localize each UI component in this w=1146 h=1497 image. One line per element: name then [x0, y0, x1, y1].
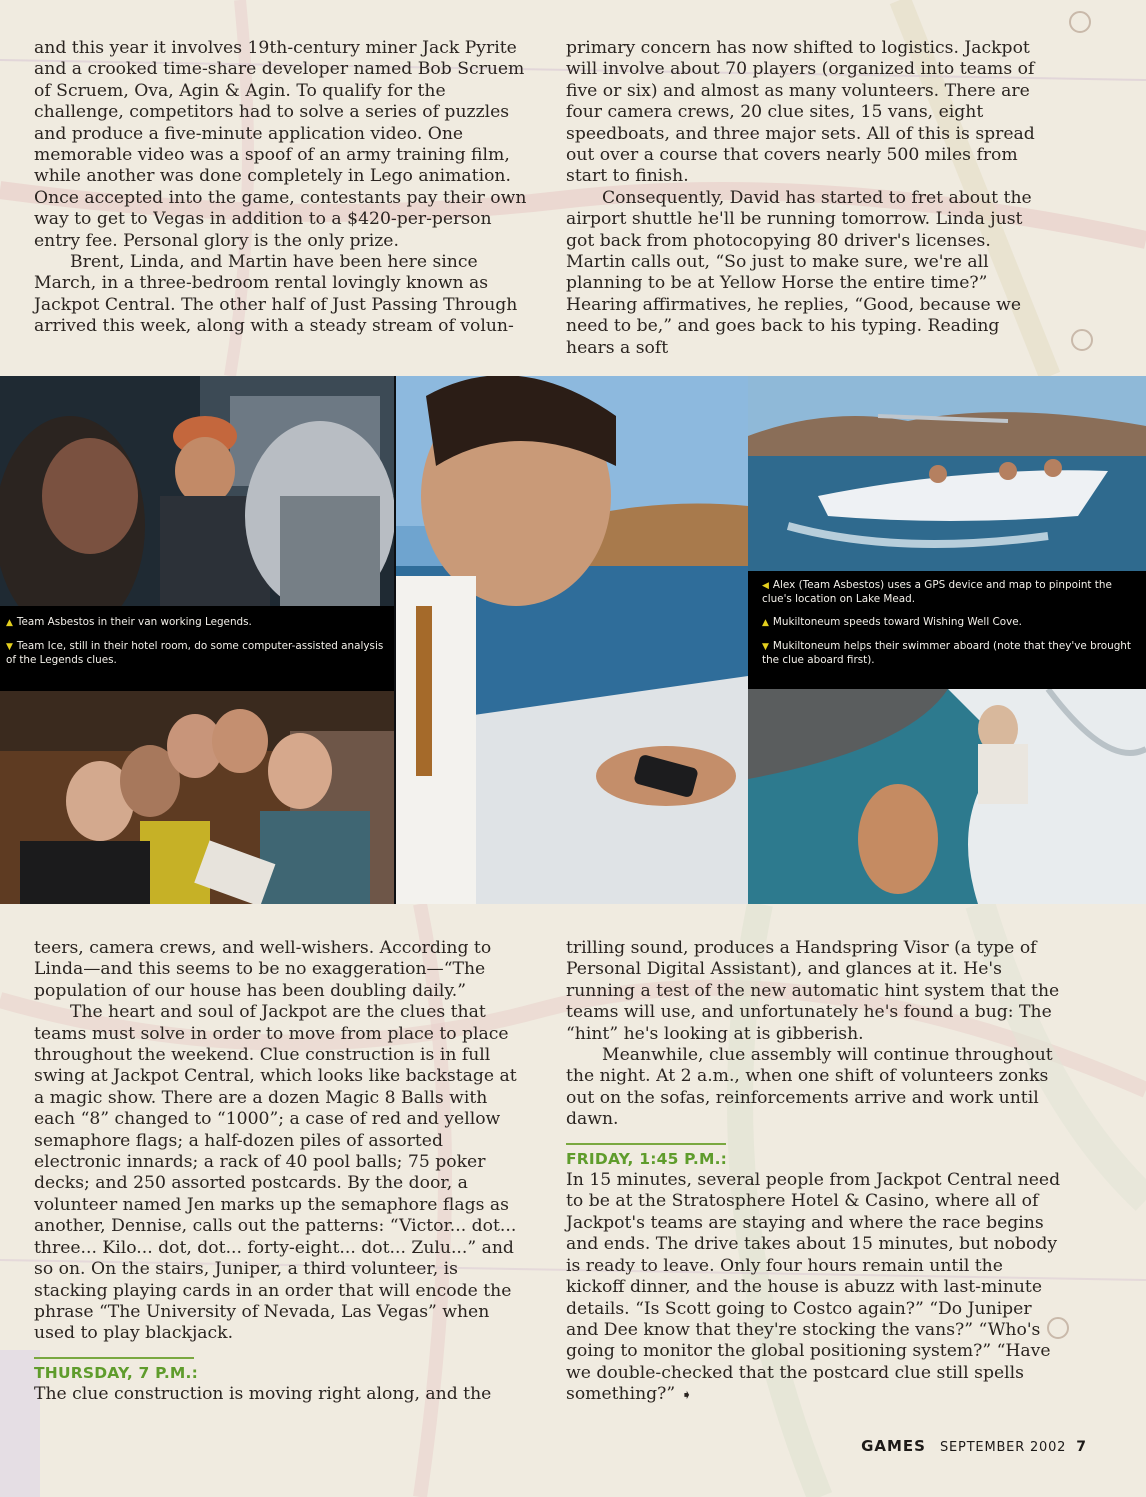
page-footer: [861, 1436, 1086, 1455]
paragraph: The clue construction is moving right along, and the: [34, 1384, 492, 1405]
caption-down-arrow-icon: ▼: [6, 642, 13, 652]
caption-gps: ◀ Alex (Team Asbestos) uses a GPS device and map to pinpoint the clue's location on Lake Mead.: [762, 579, 1112, 605]
caption-boat: ▲ Mukiltoneum speeds toward Wishing Well Cove.: [762, 616, 1022, 628]
photo-spread: [0, 376, 1146, 904]
caption-left-arrow-icon: ◀: [762, 581, 769, 591]
caption-down-arrow-icon: ▼: [762, 642, 769, 652]
section-heading-friday: FRIDAY, 1:45 P.M.:: [566, 1149, 728, 1168]
caption-hotel: ▼ Team Ice, still in their hotel room, do some computer-assisted analysis of the Legends clues.: [6, 640, 384, 666]
section-divider: [34, 1357, 194, 1359]
article-column-bottom-left: [34, 938, 528, 1406]
caption-swim: ▼ Mukiltoneum helps their swimmer aboard (note that they've brought the clue aboard first).: [762, 640, 1131, 666]
paragraph: The heart and soul of Jackpot are the clues that teams must solve in order to move from place to place throughout the weekend. Clue construction is in full swing at Jackpot Central, which looks like backstage at a magic show. There are a dozen Magic 8 Balls with each “8” changed to “1000”; a case of red and yellow semaphore flags; a half-dozen piles of assorted electronic innards; a rack of 40 pool balls; 75 poker decks; and 250 assorted postcards. By the door, a volunteer named Jen marks up the semaphore flags as another, Dennise, calls out the patterns: “Victor... dot... three... Kilo... dot, dot... forty-eight... dot... Zulu...” and so on. On the stairs, Juniper, a third volunteer, is stacking playing cards in an order that will encode the phrase “The University of Nevada, Las Vegas” when used to play blackjack.: [34, 1002, 517, 1344]
photo-captions-left: [0, 606, 394, 691]
article-column-top-left: [34, 38, 528, 338]
issue-date: SEPTEMBER 2002: [939, 1440, 1067, 1455]
paragraph: trilling sound, produces a Handspring Visor (a type of Personal Digital Assistant), and glances at it. He's running a test of the new automatic hint system that the teams will use, and unfortunately he's found a bug: The “hint” he's looking at is gibberish.: [566, 938, 1060, 1044]
paragraph: In 15 minutes, several people from Jackpot Central need to be at the Stratosphere Hotel & Casino, where all of Jackpot's teams are staying and where the race begins and ends. The drive takes about 15 minutes, but nobody is ready to leave. Only four hours remain until the kickoff dinner, and the house is abuzz with last-minute details. “Is Scott going to Costco again?” “Do Juniper and Dee know that they're stocking the vans?” “Who's going to monitor the global positioning system?” “Have we double-checked that the postcard clue still spells something?” ➧: [566, 1170, 1062, 1406]
magazine-name: GAMES: [861, 1437, 926, 1455]
article-column-top-right: [566, 38, 1052, 359]
end-of-article-icon: ➧: [681, 1388, 693, 1404]
caption-up-arrow-icon: ▲: [762, 618, 769, 628]
article-column-bottom-right: [566, 938, 1062, 1407]
photo-team-asbestos-van: [0, 376, 394, 606]
paragraph: Consequently, David has started to fret about the airport shuttle he'll be running tomorrow. Linda just got back from photocopying 80 driver's licenses. Martin calls out, “So just to make sure, we're all planning to be at Yellow Horse the entire time?” Hearing affirmatives, he replies, “Good, because we need to be,” and goes back to his typing. Reading hears a soft: [566, 187, 1032, 358]
page-number: 7: [1076, 1439, 1086, 1455]
paragraph: Meanwhile, clue assembly will continue throughout the night. At 2 a.m., when one shift of volunteers zonks out on the sofas, reinforcements arrive and work until dawn.: [566, 1045, 1053, 1130]
photo-captions-right: [748, 571, 1146, 689]
section-heading-thursday: THURSDAY, 7 P.M.:: [34, 1363, 199, 1382]
photo-alex-gps: [396, 376, 748, 904]
paragraph: and this year it involves 19th-century miner Jack Pyrite and a crooked time-share developer named Bob Scruem of Scruem, Ova, Agin & Agin. To qualify for the challenge, competitors had to solve a series of puzzles and produce a five-minute application video. One memorable video was a spoof of an army training film, while another was done completely in Lego animation. Once accepted into the game, contestants pay their own way to get to Vegas in addition to a $420-per-person entry fee. Personal glory is the only prize.: [34, 38, 527, 251]
paragraph: teers, camera crews, and well-wishers. According to Linda—and this seems to be no exaggeration—“The population of our house has been doubling daily.”: [34, 938, 492, 1001]
photo-mukiltoneum-speedboat: [748, 376, 1146, 571]
photo-mukiltoneum-swimmer: [748, 689, 1146, 904]
paragraph: Brent, Linda, and Martin have been here since March, in a three-bedroom rental lovingly known as Jackpot Central. The other half of Just Passing Through arrived this week, along with a steady stream of volun-: [34, 252, 518, 337]
photo-team-ice-hotel: [0, 691, 394, 904]
paragraph: primary concern has now shifted to logistics. Jackpot will involve about 70 players (organized into teams of five or six) and almost as many volunteers. There are four camera crews, 20 clue sites, 15 vans, eight speedboats, and three major sets. All of this is spread out over a course that covers nearly 500 miles from start to finish.: [566, 38, 1035, 187]
section-divider: [566, 1143, 726, 1145]
caption-up-arrow-icon: ▲: [6, 618, 13, 628]
caption-van: ▲ Team Asbestos in their van working Legends.: [6, 616, 252, 628]
